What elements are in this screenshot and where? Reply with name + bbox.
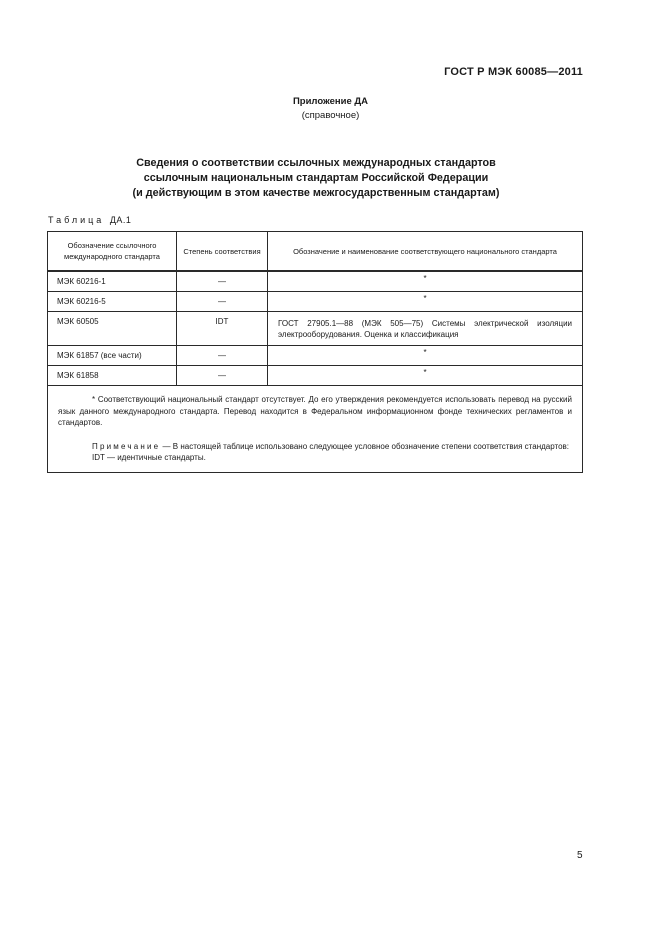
cell-national: * [268,271,583,292]
cell-degree: — [177,271,268,292]
cell-reference: МЭК 60505 [48,312,177,346]
cell-degree: — [177,346,268,366]
note-idt-definition: IDT — идентичные стандарты. [92,453,206,462]
column-header-national: Обозначение и наименование соответствующего национального стандарта [268,232,583,272]
cell-reference: МЭК 61858 [48,366,177,386]
table-row [48,292,583,312]
table-caption [48,215,131,225]
table-footer [48,386,583,473]
cell-national: ГОСТ 27905.1—88 (МЭК 505—75) Системы электрической изоляции электрооборудования. Оценка и классификация [268,312,583,346]
note-text: — В настоящей таблице использовано следующее условное обозначение степени соответствия стандартов: [162,441,569,451]
column-header-degree: Степень соответствия [177,232,268,272]
heading-line: ссылочным национальным стандартам Российской Федерации [143,172,489,184]
table-caption-word: Таблица [48,215,105,225]
table-caption-number: ДА.1 [109,215,132,225]
note-label: Примечание [92,441,161,451]
table-footer-row [48,386,583,473]
heading-line: Сведения о соответствии ссылочных международных стандартов [136,157,496,169]
table-header-row [48,232,583,272]
cell-degree: — [177,292,268,312]
cell-degree: IDT [177,312,268,346]
table-row [48,312,583,346]
cell-reference: МЭК 61857 (все части) [48,346,177,366]
page-number: 5 [577,850,583,861]
table-row [48,346,583,366]
correspondence-table [47,231,583,473]
table-row [48,271,583,292]
cell-reference: МЭК 60216-5 [48,292,177,312]
cell-reference: МЭК 60216-1 [48,271,177,292]
annex-title: Приложение ДА [292,96,369,107]
cell-degree: — [177,366,268,386]
cell-national: * [268,292,583,312]
cell-national: * [268,346,583,366]
annex-kind: (справочное) [301,110,360,121]
column-header-reference: Обозначение ссылочного международного стандарта [48,232,177,272]
cell-national: * [268,366,583,386]
table-footnote: * Соответствующий национальный стандарт отсутствует. До его утверждения рекомендуется использовать перевод на русский язык данного международного стандарта. Перевод находится в Федеральном информационном фонде технических регламентов и стандартов. [58,395,572,427]
document-code: ГОСТ Р МЭК 60085—2011 [444,66,583,78]
heading-line: (и действующим в этом качестве межгосударственным стандартам) [132,187,500,199]
table-row [48,366,583,386]
table-note [58,441,572,453]
section-heading [0,156,632,201]
